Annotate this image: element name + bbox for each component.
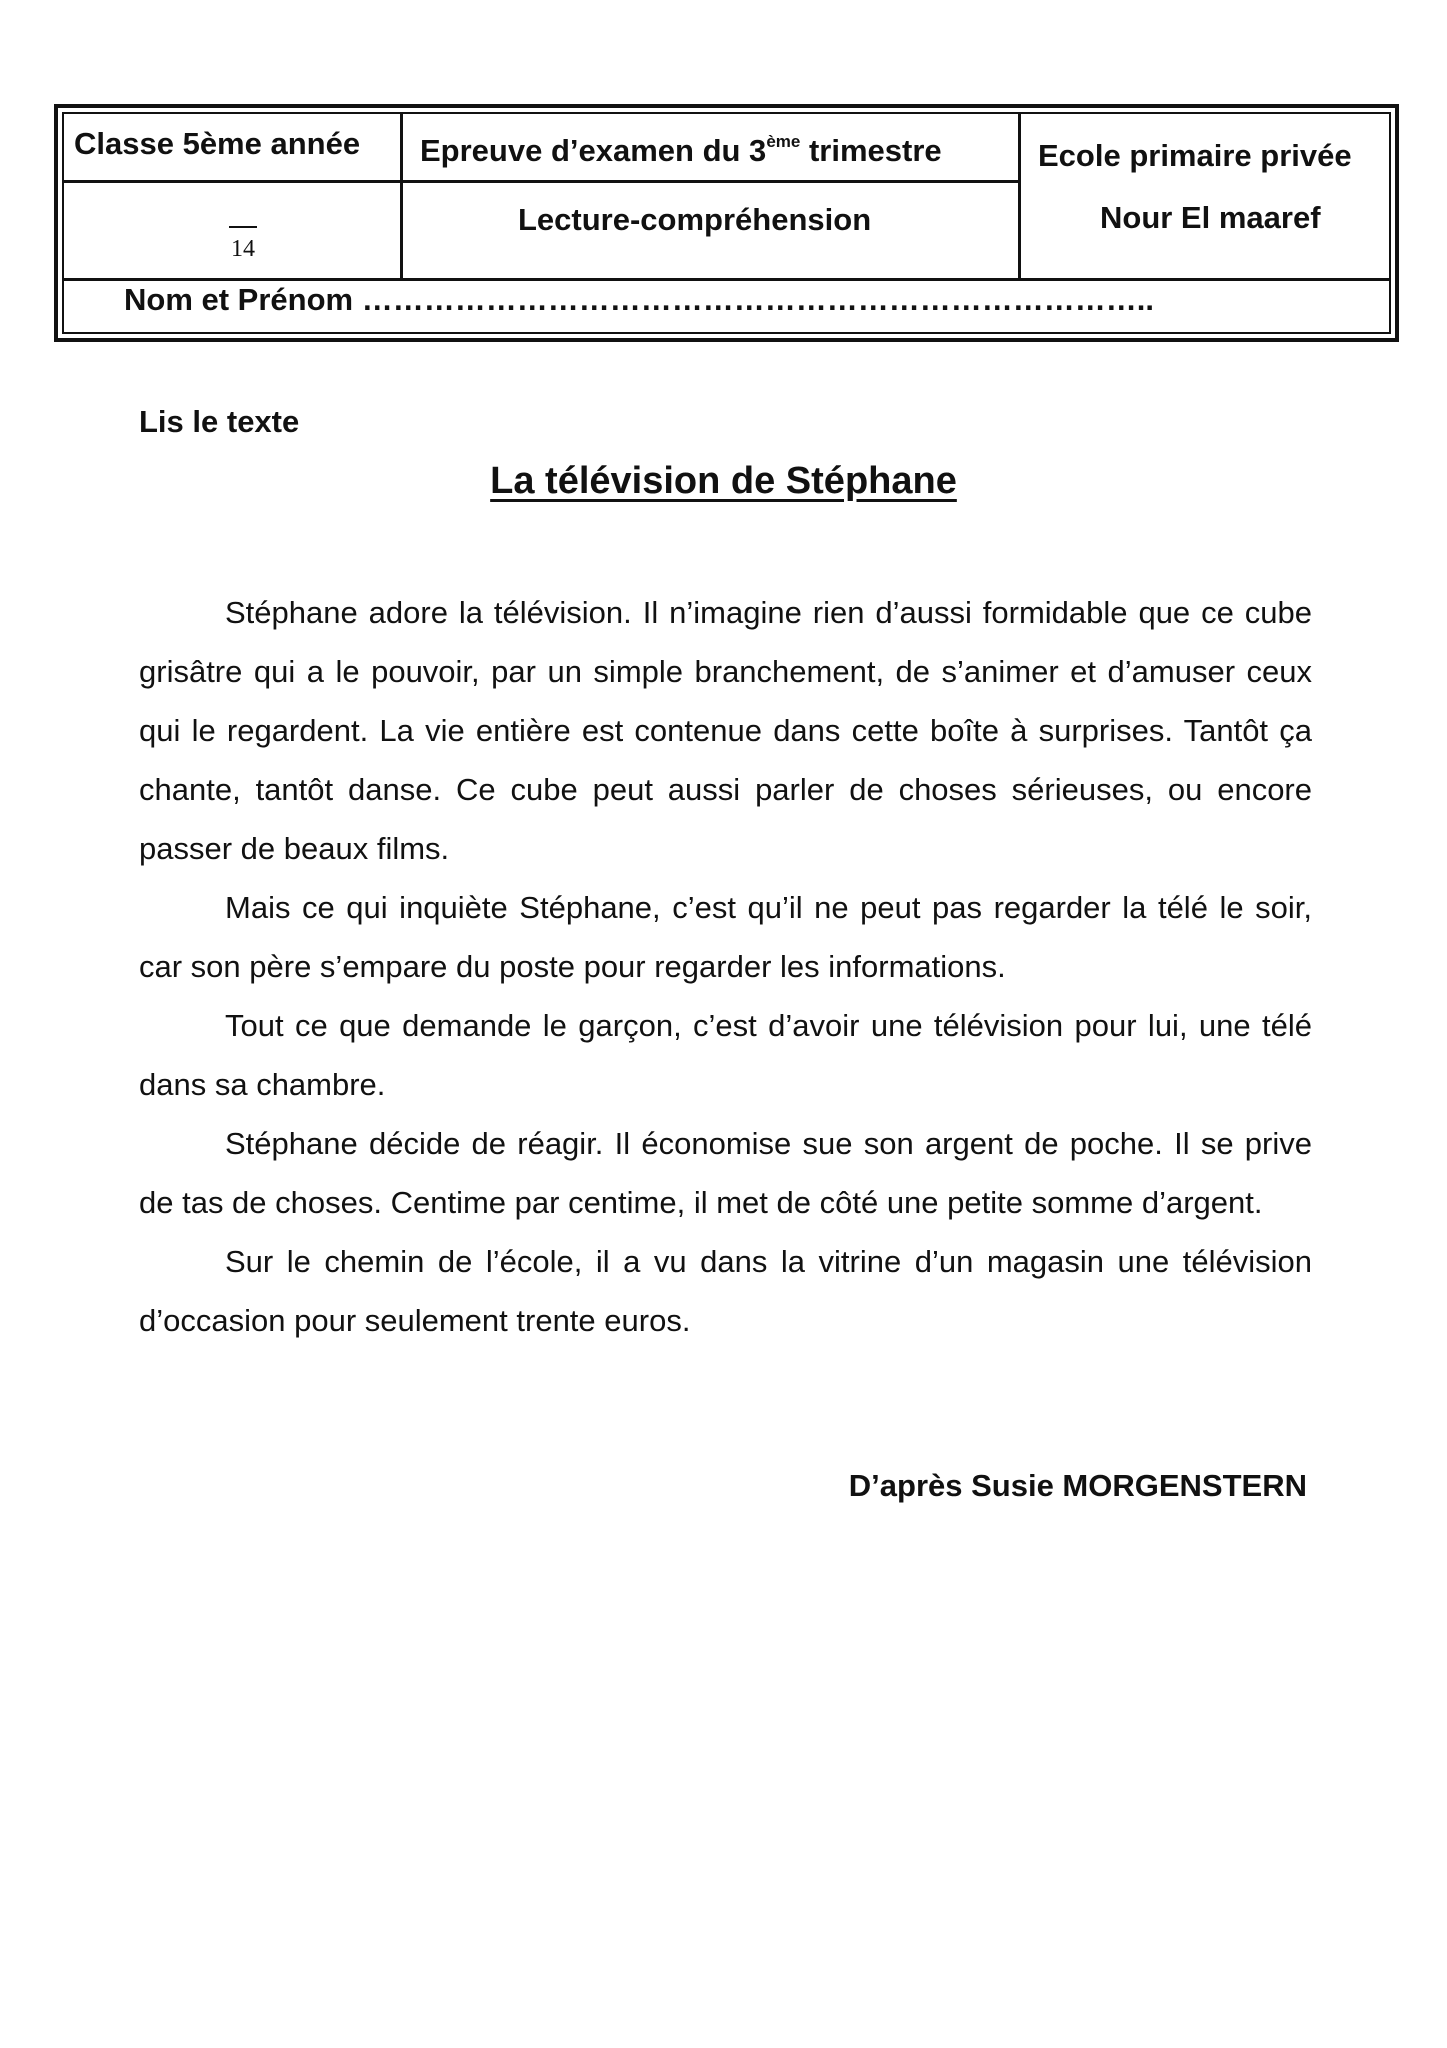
header-divider (64, 278, 1389, 281)
score-blank-line (229, 226, 257, 228)
exam-title (420, 132, 942, 169)
paragraph: Mais ce qui inquiète Stéphane, c’est qu’il ne peut pas regarder la télé le soir, car son père s’empare du poste pour regarder les informations. (139, 890, 1312, 984)
exam-title-suffix: trimestre (800, 133, 942, 168)
score-total: 14 (231, 236, 255, 262)
school-name-line2: Nour El maaref (1100, 200, 1321, 235)
text-title: La télévision de Stéphane (490, 460, 957, 502)
header-divider (1018, 114, 1021, 280)
subject-label: Lecture-compréhension (518, 202, 872, 237)
header-inner-frame (62, 112, 1391, 334)
class-label: Classe 5ème année (74, 126, 361, 161)
header-divider (64, 180, 400, 183)
school-name-line1: Ecole primaire privée (1038, 138, 1352, 173)
exam-title-prefix: Epreuve d’examen du 3 (420, 133, 767, 168)
score-box (223, 226, 263, 263)
paragraph: Stéphane adore la télévision. Il n’imagine rien d’aussi formidable que ce cube grisâtre qui a le pouvoir, par un simple branchement, de s’animer et d’amuser ceux qui le regardent. La vie entière est contenue dans cette boîte à surprises. Tantôt ça chante, tantôt danse. Ce cube peut aussi parler de choses sérieuses, ou encore passer de beaux films. (139, 595, 1312, 866)
reading-text (139, 583, 1312, 1350)
header-divider (400, 114, 403, 280)
header-divider (400, 180, 1018, 183)
exam-header-table (54, 104, 1399, 342)
author-credit: D’après Susie MORGENSTERN (848, 1468, 1307, 1503)
name-field-label: Nom et Prénom ………………………………………………………………….. (124, 282, 1154, 317)
paragraph: Tout ce que demande le garçon, c’est d’avoir une télévision pour lui, une télé dans sa chambre. (139, 1008, 1312, 1102)
instruction: Lis le texte (139, 404, 300, 439)
exam-title-superscript: ème (766, 132, 801, 151)
paragraph: Sur le chemin de l’école, il a vu dans la vitrine d’un magasin une télévision d’occasion pour seulement trente euros. (139, 1244, 1312, 1338)
paragraph: Stéphane décide de réagir. Il économise sue son argent de poche. Il se prive de tas de choses. Centime par centime, il met de côté une petite somme d’argent. (139, 1126, 1312, 1220)
